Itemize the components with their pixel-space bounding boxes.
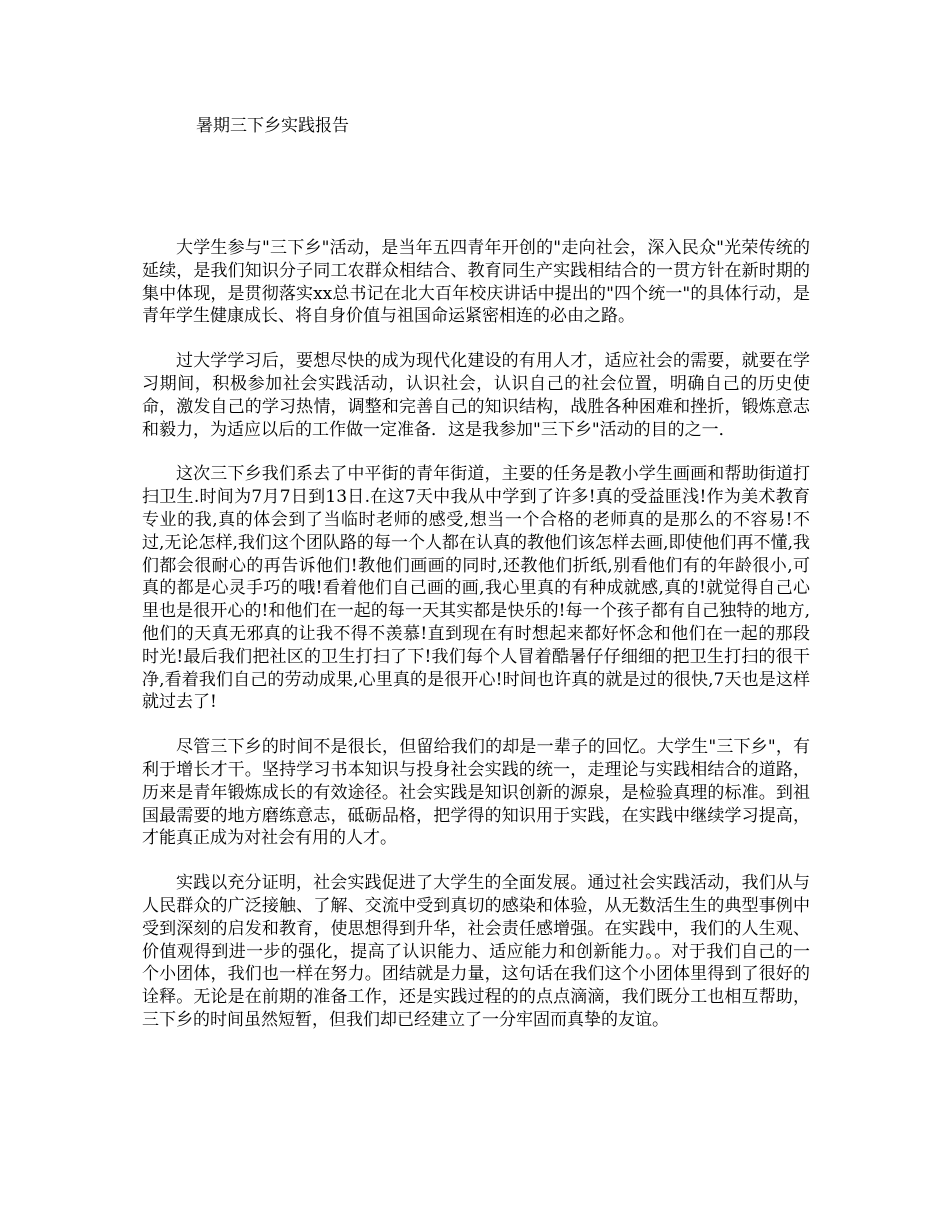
paragraph-5: 实践以充分证明，社会实践促进了大学生的全面发展。通过社会实践活动，我们从与人民群众的广泛接触、了解、交流中受到真切的感染和体验，从无数活生生的典型事例中受到深刻的启发和教育，使思想得到升华，社会责任感增强。在实践中，我们的人生观、价值观得到进一步的强化，提高了认识能力、适应能力和创新能力。。对于我们自己的一个小团体，我们也一样在努力。团结就是力量，这句话在我们这个小团体里得到了很好的诠释。无论是在前期的准备工作，还是实践过程的的点点滴滴，我们既分工也相互帮助，三下乡的时间虽然短暂，但我们却已经建立了一分牢固而真挚的友谊。 xyxy=(142,873,810,1030)
paragraph-2: 过大学学习后，要想尽快的成为现代化建设的有用人才，适应社会的需要，就要在学习期间，积极参加社会实践活动，认识社会，认识自己的社会位置，明确自己的历史使命，激发自己的学习热情，调整和完善自己的知识结构，战胜各种困难和挫折，锻炼意志和毅力，为适应以后的工作做一定准备．这是我参加"三下乡"活动的目的之一． xyxy=(142,351,810,440)
document-title: 暑期三下乡实践报告 xyxy=(196,116,349,136)
document-body xyxy=(142,237,810,1054)
paragraph-3: 这次三下乡我们系去了中平街的青年街道，主要的任务是教小学生画画和帮助街道打扫卫生.时间为7月7日到13日.在这7天中我从中学到了许多!真的受益匪浅!作为美术教育专业的我,真的体会到了当临时老师的感受,想当一个合格的老师真的是那么的不容易!不过,无论怎样,我们这个团队路的每一个人都在认真的教他们该怎样去画,即使他们再不懂,我们都会很耐心的再告诉他们!教他们画画的同时,还教他们折纸,别看他们有的年龄很小,可真的都是心灵手巧的哦!看着他们自己画的画,我心里真的有种成就感,真的!就觉得自己心里也是很开心的!和他们在一起的每一天其实都是快乐的!每一个孩子都有自己独特的地方,他们的天真无邪真的让我不得不羡慕!直到现在有时想起来都好怀念和他们在一起的那段时光!最后我们把社区的卫生打扫了下!我们每个人冒着酷暑仔仔细细的把卫生打扫的很干净,看着我们自己的劳动成果,心里真的是很开心!时间也许真的就是过的很快,7天也是这样就过去了! xyxy=(142,464,810,713)
paragraph-1: 大学生参与"三下乡"活动，是当年五四青年开创的"走向社会，深入民众"光荣传统的延续，是我们知识分子同工农群众相结合、教育同生产实践相结合的一贯方针在新时期的集中体现，是贯彻落实xx总书记在北大百年校庆讲话中提出的"四个统一"的具体行动，是青年学生健康成长、将自身价值与祖国命运紧密相连的必由之路。 xyxy=(142,238,810,327)
paragraph-4: 尽管三下乡的时间不是很长，但留给我们的却是一辈子的回忆。大学生"三下乡"，有利于增长才干。坚持学习书本知识与投身社会实践的统一，走理论与实践相结合的道路，历来是青年锻炼成长的有效途径。社会实践是知识创新的源泉，是检验真理的标准。到祖国最需要的地方磨练意志，砥砺品格，把学得的知识用于实践，在实践中继续学习提高，才能真正成为对社会有用的人才。 xyxy=(142,737,810,849)
